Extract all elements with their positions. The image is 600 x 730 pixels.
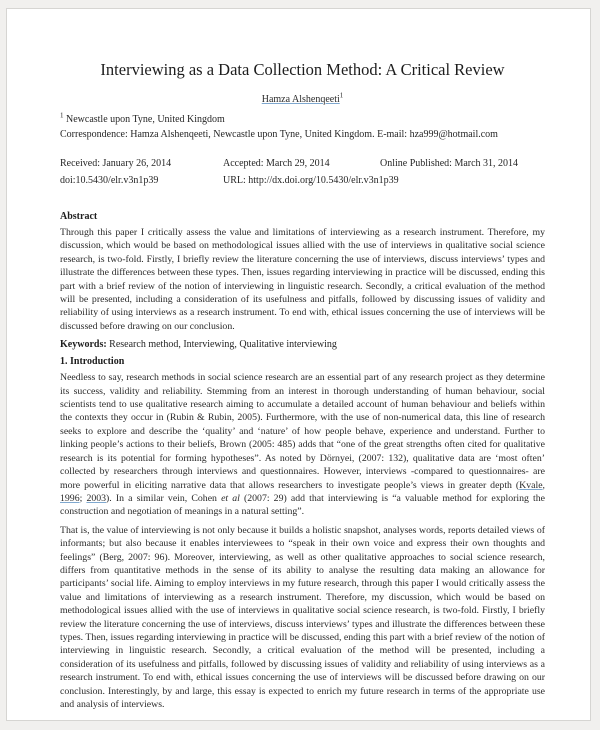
- doi-row: [60, 172, 545, 189]
- affiliation-superscript: 1: [60, 111, 64, 120]
- et-al-italic: et al: [221, 492, 240, 504]
- paragraph-text: ;: [79, 492, 87, 504]
- received-date: Received: January 26, 2014: [60, 158, 172, 169]
- intro-paragraph-1: [60, 371, 545, 518]
- doi-text: doi:10.5430/elr.v3n1p39: [60, 175, 159, 186]
- section-heading-introduction: 1. Introduction: [60, 356, 125, 368]
- abstract-text: Through this paper I critically assess the value and limitations of interviewing as a research instrument. Therefore, my discussion, which would be based on methodological issues allied with the use of interviews in qualitative social science research, is two-fold. Firstly, I briefly review the literature concerning the use of interviews, discuss interviews’ types and illustrate the differences between these types. Then, issues regarding interviewing in practice will be discussed, ending this part with a brief review of the notion of interviewing in linguistic research. Secondly, a critical evaluation of the method will be presented, including a consideration of its usefulness and pitfalls, followed by discussing issues of validity and reliability of using interviews as a research instrument. To end with, ethical issues concerning the use of interviews will be discussed before drawing on our conclusion.: [60, 227, 545, 332]
- paper-title: Interviewing as a Data Collection Method: A Critical Review: [100, 60, 505, 79]
- accepted-date: Accepted: March 29, 2014: [223, 158, 330, 169]
- keywords-label: Keywords:: [60, 339, 107, 351]
- keywords-text: Research method, Interviewing, Qualitative interviewing: [106, 339, 337, 351]
- abstract-heading: Abstract: [60, 211, 98, 222]
- affiliation-text: Newcastle upon Tyne, United Kingdom: [63, 114, 225, 125]
- url-text: URL: http://dx.doi.org/10.5430/elr.v3n1p39: [223, 175, 399, 186]
- intro-paragraph-2: That is, the value of interviewing is not only because it builds a holistic snapshot, analyses words, reports detailed views of informants; but also because it enables interviewees to “speak in their own voice and express their own thoughts and feelings” (Berg, 2007: 96). Moreover, interviewing, as well as other qualitative approaches to social science research, differs from quantitative methods in the sense of its ability to analyse the resulting data making an allowance for participants’ social life. Aiming to employ interviews in my future research, through this paper I would critically assess the value and limitations of interviewing as a research instrument. Therefore, my discussion, which would be based on methodological issues allied with the use of interviews in qualitative social science research, is two-fold. Firstly, I briefly review the literature concerning the use of interviews, discuss interviews’ types and illustrate the differences between these types. Then, issues regarding interviewing in practice will be discussed, ending this part with a brief review of the notion of interviewing in linguistic research. Secondly, a critical evaluation of the method will be presented, including a consideration of its usefulness and pitfalls, followed by discussing issues of validity and reliability of using interviews as a research instrument. To end with, ethical issues concerning the use of interviews will be discussed before drawing on our conclusion. Interestingly, by and large, this essay is expected to enrich my future research in terms of the appropriate use and analysis of interviews.: [60, 524, 545, 710]
- dates-row: [60, 155, 545, 172]
- author-line: [60, 91, 545, 106]
- paragraph-text: Needless to say, research methods in social science research are an essential part of any research project as they determine its success, validity and reliability. Stemming from an interest in thorough understanding of human behaviour, social scientists tend to use qualitative research aiming to accumulate a detailed account of human behaviour and beliefs within the contexts they occur in (Rubin & Rubin, 2005). Furthermore, with the use of non-numerical data, this line of research seeks to explore and describe the ‘quality’ and ‘nature’ of how people behave, experience and understand. Further to linking people’s actions to their beliefs, Brown (2005: 485) adds that “one of the great strengths often cited for qualitative research is its potential for forming hypotheses”. As noted by Dörnyei, (2007: 132), qualitative data are ‘most often’ collected by researchers through interviews and questionnaires. However, interviews -compared to questionnaires- are more powerful in eliciting narrative data that allows researchers to investigate people’s views in greater depth (: [60, 372, 545, 491]
- paragraph-text: ). In a similar vein, Cohen: [106, 492, 222, 504]
- affiliation: [60, 113, 545, 126]
- citation-link-2003[interactable]: 2003: [86, 492, 107, 504]
- citation-link-kvale-1996[interactable]: Kvale, 1996: [60, 479, 545, 504]
- document-page: [6, 8, 591, 721]
- online-published-date: Online Published: March 31, 2014: [380, 158, 519, 169]
- keywords-line: [60, 338, 545, 352]
- author-link[interactable]: Hamza Alshenqeeti: [261, 94, 340, 105]
- author-superscript: 1: [339, 91, 344, 100]
- correspondence-line: Correspondence: Hamza Alshenqeeti, Newcastle upon Tyne, United Kingdom. E-mail: hza999@hotmail.com: [60, 129, 498, 140]
- publication-meta: [60, 155, 545, 189]
- paragraph-text: (2007: 29) add that interviewing is “a valuable method for exploring the construction and negotiation of meanings in a natural setting”.: [60, 492, 546, 518]
